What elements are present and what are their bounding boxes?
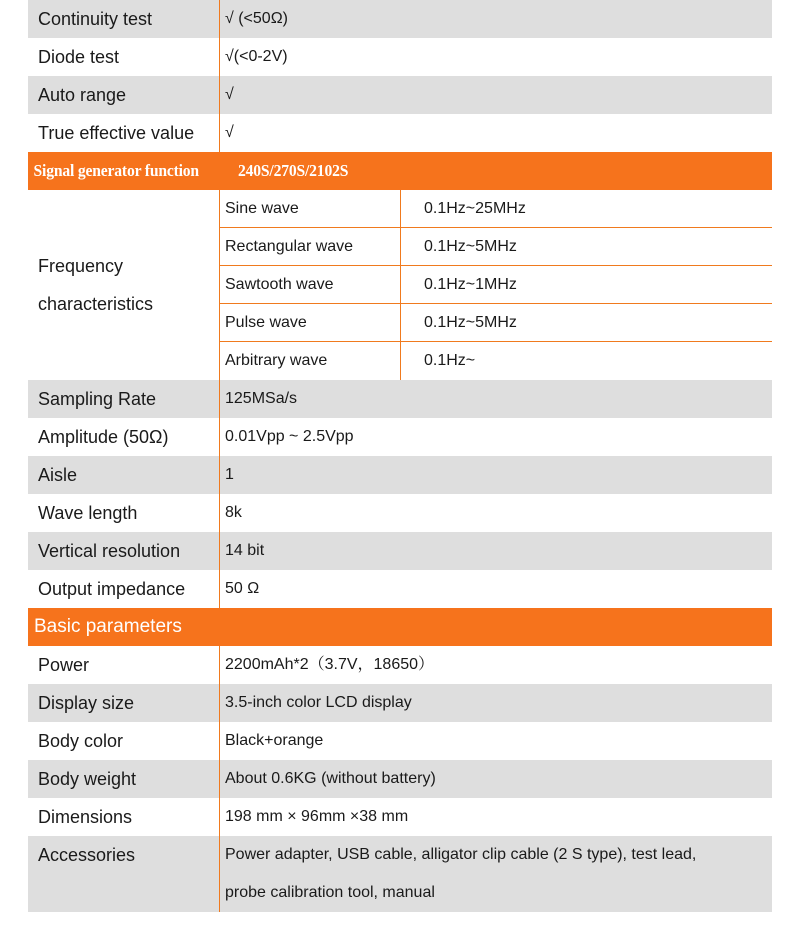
spec-label: Power (38, 655, 90, 675)
wave-range: 0.1Hz~ (424, 352, 476, 369)
wave-range: 0.1Hz~25MHz (424, 200, 526, 217)
spec-row (28, 570, 772, 608)
wave-name: Arbitrary wave (220, 342, 401, 380)
spec-value: 3.5-inch color LCD display (219, 684, 772, 722)
spec-row (28, 494, 772, 532)
spec-row (28, 760, 772, 798)
spec-label: Wave length (38, 503, 138, 523)
spec-value: 0.01Vpp ~ 2.5Vpp (219, 418, 772, 456)
spec-value: 198 mm × 96mm ×38 mm (219, 798, 772, 836)
frequency-row (220, 266, 772, 304)
frequency-characteristics-block (28, 190, 772, 380)
spec-label: Body weight (38, 769, 137, 789)
wave-name: Sine wave (220, 190, 401, 227)
spec-row (28, 418, 772, 456)
spec-value: Black+orange (219, 722, 772, 760)
spec-value: 1 (219, 456, 772, 494)
spec-label: True effective value (38, 123, 195, 143)
spec-row (28, 722, 772, 760)
spec-row (28, 456, 772, 494)
frequency-row (220, 190, 772, 228)
spec-value: 50 Ω (219, 570, 772, 608)
spec-label: Vertical resolution (38, 541, 181, 561)
wave-range: 0.1Hz~5MHz (424, 238, 517, 255)
section-title: Signal generator function (33, 161, 199, 180)
spec-row (28, 380, 772, 418)
spec-table (28, 0, 772, 912)
spec-value: √ (219, 114, 772, 152)
wave-range: 0.1Hz~5MHz (424, 314, 517, 331)
spec-row (28, 684, 772, 722)
section-header-basic-parameters: Basic parameters (28, 608, 772, 646)
spec-value: 14 bit (219, 532, 772, 570)
spec-label: Accessories (38, 845, 136, 865)
spec-label: Diode test (38, 47, 120, 67)
spec-row (28, 532, 772, 570)
spec-row (28, 114, 772, 152)
section-header-signal-generator (28, 152, 772, 190)
section-models: 240S/270S/2102S (237, 161, 349, 180)
frequency-row (220, 304, 772, 342)
spec-label: Continuity test (38, 9, 153, 29)
spec-label: Body color (38, 731, 124, 751)
wave-name: Pulse wave (220, 304, 401, 341)
spec-value: √ (219, 76, 772, 114)
spec-label: Output impedance (38, 579, 186, 599)
frequency-label-line2: characteristics (38, 294, 154, 314)
spec-label: Auto range (38, 85, 127, 105)
spec-value: √(<0-2V) (219, 38, 772, 76)
spec-value: Power adapter, USB cable, alligator clip cable (2 S type), test lead, probe calibration tool, manual (219, 836, 772, 912)
spec-label: Dimensions (38, 807, 133, 827)
frequency-grid (219, 190, 772, 380)
spec-value: 8k (219, 494, 772, 532)
spec-label: Sampling Rate (38, 389, 157, 409)
wave-range: 0.1Hz~1MHz (424, 276, 517, 293)
spec-row (28, 0, 772, 38)
spec-row-accessories (28, 836, 772, 912)
spec-value: 125MSa/s (219, 380, 772, 418)
spec-row (28, 798, 772, 836)
frequency-label (28, 190, 219, 380)
spec-label: Aisle (38, 465, 78, 485)
spec-value: About 0.6KG (without battery) (219, 760, 772, 798)
wave-name: Sawtooth wave (220, 266, 401, 303)
spec-value: √ (<50Ω) (219, 0, 772, 38)
spec-label: Display size (38, 693, 135, 713)
spec-row (28, 646, 772, 684)
frequency-row (220, 228, 772, 266)
wave-name: Rectangular wave (220, 228, 401, 265)
spec-row (28, 38, 772, 76)
frequency-label-line1: Frequency (38, 256, 124, 276)
spec-value: 2200mAh*2（3.7V，18650） (219, 646, 772, 684)
frequency-row (220, 342, 772, 380)
spec-row (28, 76, 772, 114)
spec-label: Amplitude (50Ω) (38, 427, 169, 447)
